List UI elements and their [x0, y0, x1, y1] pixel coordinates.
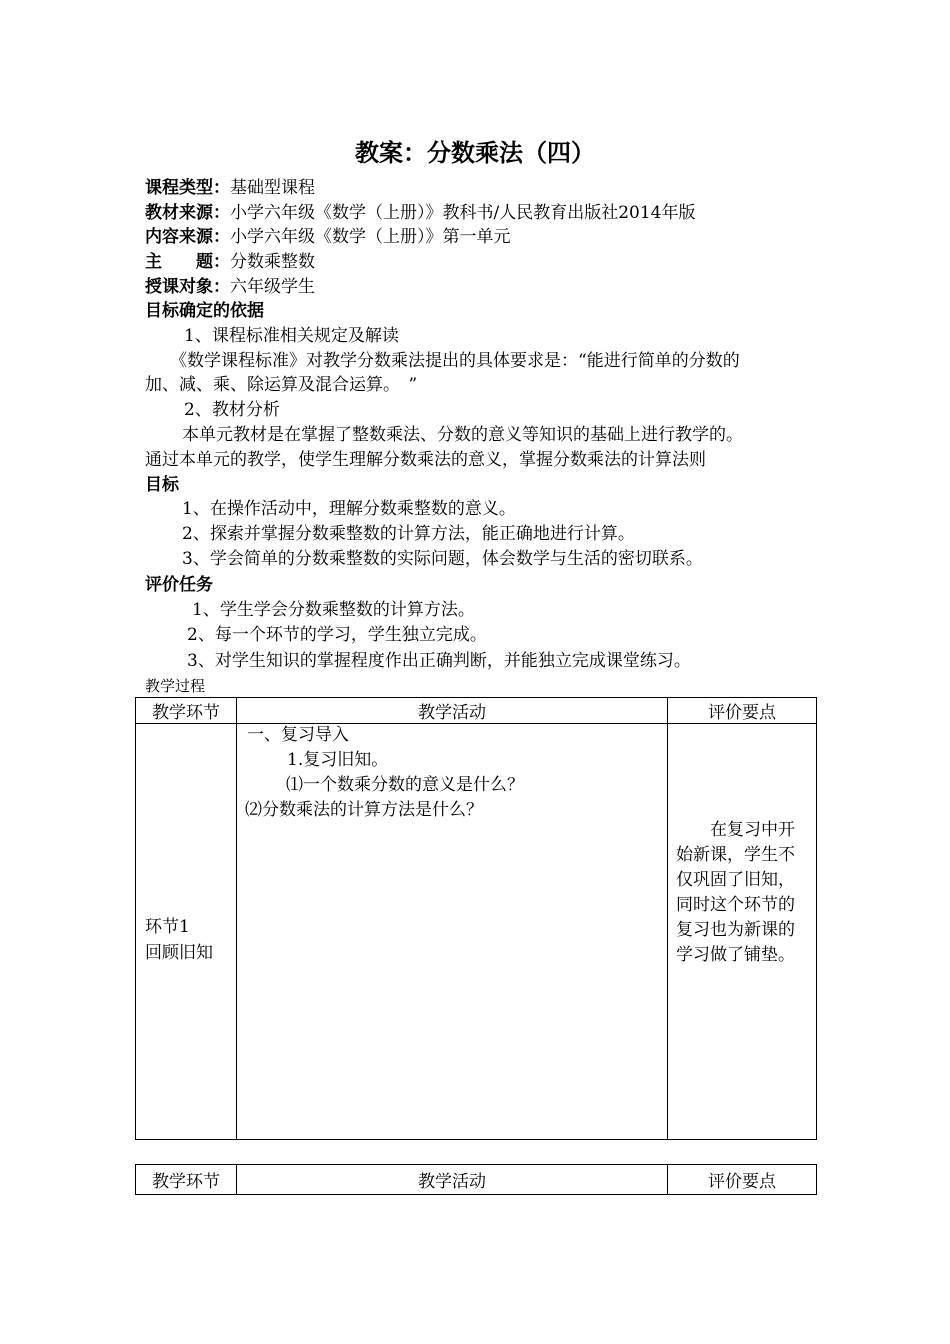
evaluation-item-2: 2、每一个环节的学习，学生独立完成。 — [187, 625, 487, 645]
course-type-value: 基础型课程 — [230, 178, 315, 198]
audience-label: 授课对象： — [145, 277, 230, 297]
content-label: 内容来源： — [145, 227, 230, 247]
basis-para2-line1: 本单元教材是在掌握了整数乘法、分数的意义等知识的基础上进行教学的。 — [182, 425, 743, 445]
goal-item-2: 2、探索并掌握分数乘整数的计算方法，能正确地进行计算。 — [182, 524, 635, 544]
header2-activity: 教学活动 — [237, 1165, 668, 1195]
process-table-header — [136, 698, 817, 724]
evaluation-heading: 评价任务 — [145, 575, 213, 595]
course-type-row — [145, 177, 315, 199]
page-title: 教案：分数乘法（四） — [355, 139, 595, 167]
goal-item-1: 1、在操作活动中，理解分数乘整数的意义。 — [182, 499, 516, 519]
header2-stage: 教学环节 — [136, 1165, 237, 1195]
evaluation-item-3: 3、对学生知识的掌握程度作出正确判断，并能独立完成课堂练习。 — [187, 651, 691, 671]
topic-value: 分数乘整数 — [230, 252, 315, 272]
topic-label: 主 题： — [145, 252, 230, 272]
eval-cell — [668, 724, 817, 1140]
process-table-2 — [135, 1164, 817, 1195]
course-type-label: 课程类型： — [145, 178, 230, 198]
basis-para1-line1: 《数学课程标准》对教学分数乘法提出的具体要求是：“能进行简单的分数的 — [170, 351, 740, 371]
material-label: 教材来源： — [145, 203, 230, 223]
audience-value: 六年级学生 — [230, 277, 315, 297]
stage-line-1: 环节1 — [145, 917, 190, 937]
stage-cell — [136, 724, 237, 1140]
basis-item-2: 2、教材分析 — [184, 400, 280, 420]
activity-step-1: 1.复习旧知。 — [287, 750, 389, 770]
content-row — [145, 226, 511, 248]
header-eval: 评价要点 — [668, 698, 817, 724]
goal-item-3: 3、学会简单的分数乘整数的实际问题，体会数学与生活的密切联系。 — [182, 549, 703, 569]
activity-cell — [237, 724, 668, 1140]
material-value: 小学六年级《数学（上册）》教科书/人民教育出版社2014年版 — [230, 203, 696, 223]
material-row — [145, 202, 696, 224]
evaluation-item-1: 1、学生学会分数乘整数的计算方法。 — [192, 600, 475, 620]
stage-line-2: 回顾旧知 — [145, 943, 213, 963]
basis-item-1: 1、课程标准相关规定及解读 — [184, 326, 399, 346]
content-value: 小学六年级《数学（上册）》第一单元 — [230, 227, 511, 247]
basis-para2-line2: 通过本单元的教学，使学生理解分数乘法的意义，掌握分数乘法的计算法则 — [145, 450, 706, 470]
header-activity: 教学活动 — [237, 698, 668, 724]
basis-heading: 目标确定的依据 — [145, 301, 264, 321]
eval-text: 在复习中开始新课，学生不仅巩固了旧知，同时这个环节的复习也为新课的学习做了铺垫。 — [676, 820, 795, 965]
goals-heading: 目标 — [145, 475, 179, 495]
activity-heading: 一、复习导入 — [247, 725, 349, 745]
topic-row — [145, 251, 315, 273]
process-table — [135, 697, 817, 1140]
basis-para1-line2: 加、减、乘、除运算及混合运算。 ” — [145, 375, 418, 395]
process-table-2-header — [136, 1165, 817, 1195]
header2-eval: 评价要点 — [668, 1165, 817, 1195]
table-row — [136, 724, 817, 1140]
process-label: 教学过程 — [145, 677, 206, 695]
header-stage: 教学环节 — [136, 698, 237, 724]
activity-question-1: ⑴一个数乘分数的意义是什么？ — [286, 775, 524, 795]
audience-row — [145, 276, 315, 298]
activity-question-2: ⑵分数乘法的计算方法是什么？ — [245, 800, 483, 820]
